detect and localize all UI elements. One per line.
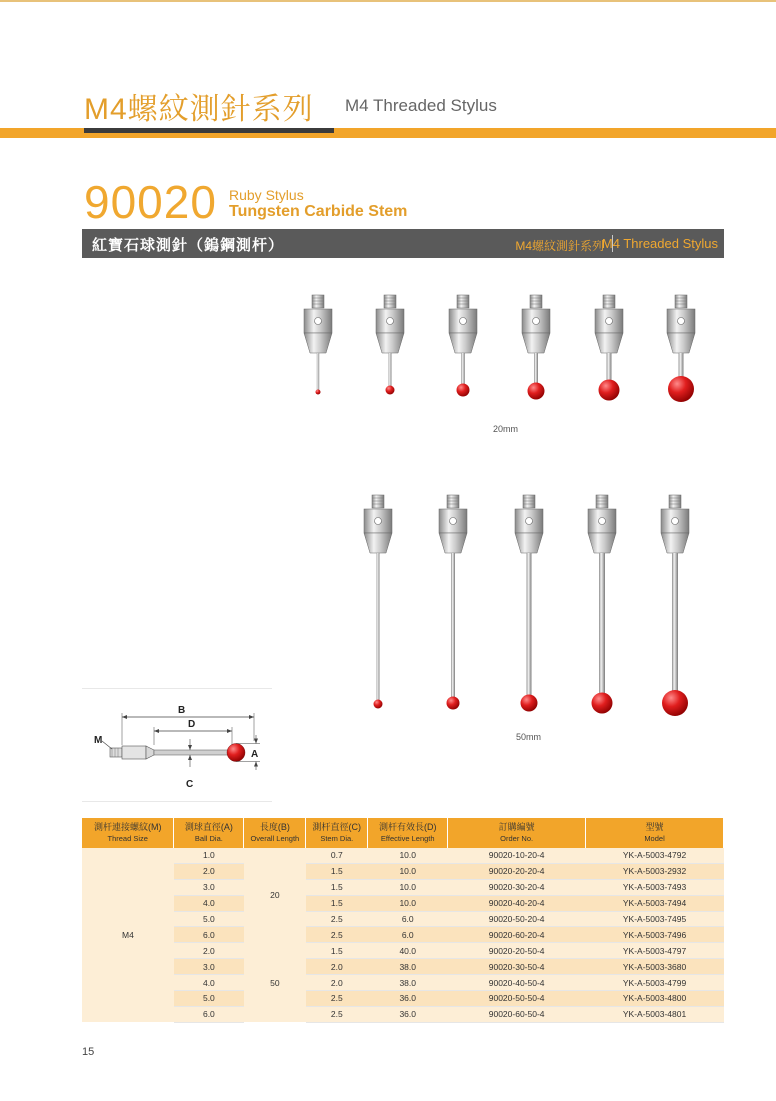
model-cell: YK-A-5003-4799: [586, 975, 724, 991]
image-label-50mm: 50mm: [516, 732, 542, 742]
thread-cell: M4: [82, 848, 174, 1022]
effective-cell: 40.0: [368, 943, 448, 959]
stem-cell: 1.5: [306, 879, 368, 895]
section-bar: [82, 229, 724, 258]
ball-cell: 4.0: [174, 895, 244, 911]
order-cell: 90020-60-20-4: [448, 927, 586, 943]
effective-cell: 6.0: [368, 911, 448, 927]
model-cell: YK-A-5003-3680: [586, 959, 724, 975]
label-b: B: [178, 705, 186, 716]
ball-cell: 1.0: [174, 848, 244, 863]
order-cell: 90020-20-20-4: [448, 863, 586, 879]
ball-cell: 3.0: [174, 879, 244, 895]
ball-cell: 5.0: [174, 991, 244, 1007]
table-row: [82, 895, 724, 911]
stem-cell: 2.5: [306, 927, 368, 943]
product-line2: Tungsten Carbide Stem: [229, 203, 408, 220]
table-row: [82, 863, 724, 879]
stem-cell: 2.0: [306, 959, 368, 975]
page-subtitle: M4 Threaded Stylus: [345, 96, 497, 115]
model-cell: YK-A-5003-4801: [586, 1006, 724, 1022]
stylus-50mm-image: [340, 490, 720, 720]
table-row: [82, 943, 724, 959]
model-cell: YK-A-5003-2932: [586, 863, 724, 879]
model-cell: YK-A-5003-4797: [586, 943, 724, 959]
table-header-row: [82, 818, 724, 848]
section-series-cn: M4螺紋測針系列: [515, 239, 604, 253]
col-model: 型號 Model: [586, 818, 724, 848]
order-cell: 90020-60-50-4: [448, 1006, 586, 1022]
page-number: 15: [82, 1046, 95, 1058]
top-rule: [0, 0, 776, 2]
order-cell: 90020-40-50-4: [448, 975, 586, 991]
stem-cell: 1.5: [306, 943, 368, 959]
model-cell: YK-A-5003-7494: [586, 895, 724, 911]
length-cell: 50: [244, 943, 306, 1022]
ball-cell: 6.0: [174, 927, 244, 943]
table-row: [82, 927, 724, 943]
order-cell: 90020-50-20-4: [448, 911, 586, 927]
stem-cell: 2.0: [306, 975, 368, 991]
order-cell: 90020-50-50-4: [448, 991, 586, 1007]
ball-cell: 6.0: [174, 1006, 244, 1022]
effective-cell: 38.0: [368, 975, 448, 991]
image-label-20mm: 20mm: [493, 424, 519, 434]
effective-cell: 10.0: [368, 863, 448, 879]
table-row: [82, 911, 724, 927]
dimension-drawing: [82, 689, 272, 801]
page-title: M4螺紋測針系列: [84, 93, 314, 126]
model-cell: YK-A-5003-7496: [586, 927, 724, 943]
ball-cell: 2.0: [174, 943, 244, 959]
table-row: [82, 848, 724, 863]
effective-cell: 6.0: [368, 927, 448, 943]
table-row: [82, 1006, 724, 1022]
effective-cell: 10.0: [368, 895, 448, 911]
product-code: 90020: [84, 176, 217, 228]
header-dark-accent: [84, 128, 334, 133]
product-line1: Ruby Stylus: [229, 187, 304, 203]
table-row: [82, 879, 724, 895]
label-a: A: [251, 749, 259, 760]
col-order: 訂購編號 Order No.: [448, 818, 586, 848]
stem-cell: 1.5: [306, 895, 368, 911]
order-cell: 90020-10-20-4: [448, 848, 586, 863]
stem-cell: 2.5: [306, 1006, 368, 1022]
label-m: M: [94, 735, 103, 746]
col-thread: 測杆連接螺紋(M) Thread Size: [82, 818, 174, 848]
stem-cell: 2.5: [306, 911, 368, 927]
table-row: [82, 991, 724, 1007]
model-cell: YK-A-5003-4800: [586, 991, 724, 1007]
stem-cell: 2.5: [306, 991, 368, 1007]
ball-cell: 2.0: [174, 863, 244, 879]
table-row: [82, 959, 724, 975]
ball-cell: 5.0: [174, 911, 244, 927]
effective-cell: 36.0: [368, 1006, 448, 1022]
col-ball: 測球直徑(A) Ball Dia.: [174, 818, 244, 848]
length-cell: 20: [244, 848, 306, 943]
section-title: 紅寶石球測針（鎢鋼測杆）: [92, 237, 285, 254]
stylus-20mm-image: [280, 285, 720, 415]
model-cell: YK-A-5003-7495: [586, 911, 724, 927]
ball-cell: 4.0: [174, 975, 244, 991]
effective-cell: 10.0: [368, 879, 448, 895]
label-d: D: [188, 719, 196, 730]
stem-cell: 1.5: [306, 863, 368, 879]
table-row: [82, 975, 724, 991]
order-cell: 90020-30-20-4: [448, 879, 586, 895]
effective-cell: 38.0: [368, 959, 448, 975]
model-cell: YK-A-5003-4792: [586, 848, 724, 863]
spec-table: [82, 818, 724, 1023]
col-effective: 測杆有效長(D) Effective Length: [368, 818, 448, 848]
model-cell: YK-A-5003-7493: [586, 879, 724, 895]
order-cell: 90020-40-20-4: [448, 895, 586, 911]
effective-cell: 10.0: [368, 848, 448, 863]
effective-cell: 36.0: [368, 991, 448, 1007]
section-series-en: M4 Threaded Stylus: [601, 236, 718, 251]
col-stem: 測杆直徑(C) Stem Dia.: [306, 818, 368, 848]
dimension-diagram: [82, 688, 272, 802]
order-cell: 90020-30-50-4: [448, 959, 586, 975]
label-c: C: [186, 779, 194, 790]
stem-cell: 0.7: [306, 848, 368, 863]
ball-cell: 3.0: [174, 959, 244, 975]
col-length: 長度(B) Overall Length: [244, 818, 306, 848]
order-cell: 90020-20-50-4: [448, 943, 586, 959]
